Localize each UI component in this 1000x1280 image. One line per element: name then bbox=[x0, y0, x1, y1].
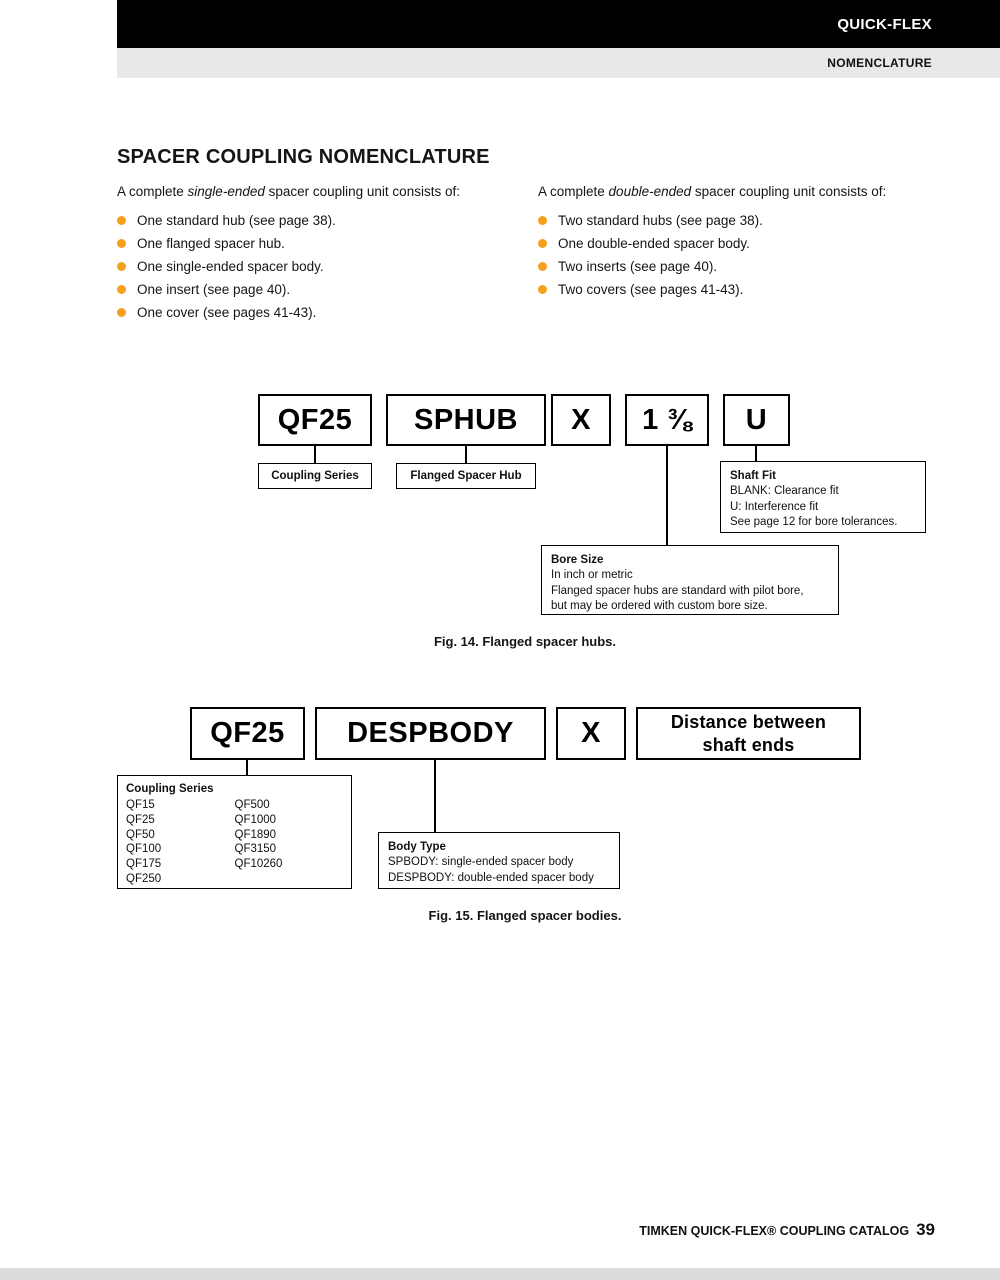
series-item: QF15 bbox=[126, 799, 155, 811]
series-item: QF50 bbox=[126, 828, 155, 841]
fig15-box-x: X bbox=[556, 707, 626, 760]
fig15-note-coupling-series bbox=[117, 775, 352, 889]
page-title: SPACER COUPLING NOMENCLATURE bbox=[117, 146, 490, 168]
list-item bbox=[117, 301, 527, 324]
series-item: QF25 bbox=[126, 813, 155, 826]
subheader-bar bbox=[117, 48, 1000, 78]
bullet-icon bbox=[538, 216, 547, 225]
series-item: QF3150 bbox=[234, 843, 277, 856]
list-item bbox=[117, 232, 527, 255]
bullet-list-right bbox=[538, 209, 958, 301]
fig14-label-coupling-series: Coupling Series bbox=[258, 463, 372, 489]
list-item-text: One insert (see page 40). bbox=[137, 282, 291, 297]
bullet-icon bbox=[538, 285, 547, 294]
fig14-box-hub-type: SPHUB bbox=[386, 394, 546, 446]
footer-catalog-title: TIMKEN QUICK-FLEX® COUPLING CATALOG bbox=[639, 1224, 910, 1238]
series-item: QF100 bbox=[126, 843, 162, 856]
intro-left-column bbox=[117, 184, 527, 324]
list-item bbox=[117, 255, 527, 278]
bullet-icon bbox=[538, 239, 547, 248]
fig14-caption: Fig. 14. Flanged spacer hubs. bbox=[433, 634, 617, 649]
note-line: In inch or metric bbox=[551, 569, 633, 582]
bullet-icon bbox=[117, 308, 126, 317]
coupling-series-col2 bbox=[235, 798, 344, 887]
note-line: DESPBODY: double-ended spacer body bbox=[388, 871, 594, 884]
fig14-box-bore-size: 1 ⅜ bbox=[625, 394, 709, 446]
fig14-note-bore-size bbox=[541, 545, 839, 615]
list-item bbox=[538, 255, 958, 278]
connector-line bbox=[666, 446, 668, 545]
coupling-series-columns bbox=[118, 795, 351, 887]
list-item-text: One standard hub (see page 38). bbox=[137, 213, 336, 228]
connector-line bbox=[246, 760, 248, 775]
series-item: QF1000 bbox=[234, 813, 277, 826]
bullet-icon bbox=[117, 285, 126, 294]
list-item bbox=[117, 209, 527, 232]
connector-line bbox=[465, 446, 467, 463]
note-line: SPBODY: single-ended spacer body bbox=[388, 856, 574, 869]
distance-label-line: Distance between bbox=[670, 712, 827, 732]
list-item bbox=[117, 278, 527, 301]
bullet-list-left bbox=[117, 209, 527, 324]
fig14-box-x: X bbox=[551, 394, 611, 446]
series-item: QF10260 bbox=[234, 858, 283, 871]
list-item-text: Two inserts (see page 40). bbox=[558, 259, 718, 274]
connector-line bbox=[314, 446, 316, 463]
intro-left-prefix: A complete bbox=[117, 184, 188, 199]
bullet-icon bbox=[117, 216, 126, 225]
connector-line bbox=[755, 446, 757, 461]
distance-label-line: shaft ends bbox=[702, 734, 795, 755]
note-line: U: Interference fit bbox=[730, 500, 819, 513]
note-line: Flanged spacer hubs are standard with pilot bore, bbox=[551, 584, 804, 597]
note-title: Bore Size bbox=[551, 554, 604, 566]
intro-right-suffix: spacer coupling unit consists of: bbox=[691, 184, 887, 199]
bullet-icon bbox=[538, 262, 547, 271]
list-item-text: Two standard hubs (see page 38). bbox=[558, 213, 763, 228]
page-footer bbox=[639, 1220, 935, 1240]
fig15-box-coupling-series: QF25 bbox=[190, 707, 305, 760]
intro-right-column bbox=[538, 184, 958, 301]
fig14-box-shaft-fit: U bbox=[723, 394, 790, 446]
list-item bbox=[538, 278, 958, 301]
intro-left-sentence bbox=[117, 184, 527, 199]
note-line: BLANK: Clearance fit bbox=[730, 485, 839, 498]
list-item-text: One single-ended spacer body. bbox=[137, 259, 324, 274]
list-item bbox=[538, 232, 958, 255]
coupling-series-col1 bbox=[126, 798, 235, 887]
note-title: Shaft Fit bbox=[730, 470, 776, 482]
intro-right-emphasis: double-ended bbox=[608, 184, 692, 199]
series-item: QF1890 bbox=[234, 828, 277, 841]
intro-left-suffix: spacer coupling unit consists of: bbox=[264, 184, 460, 199]
fig14-box-coupling-series: QF25 bbox=[258, 394, 372, 446]
fig15-note-body-type bbox=[378, 832, 620, 889]
intro-left-emphasis: single-ended bbox=[187, 184, 265, 199]
list-item-text: Two covers (see pages 41-43). bbox=[558, 282, 744, 297]
intro-right-sentence bbox=[538, 184, 958, 199]
series-item: QF250 bbox=[126, 872, 162, 885]
fig14-label-flanged-spacer-hub: Flanged Spacer Hub bbox=[396, 463, 536, 489]
series-item: QF500 bbox=[234, 799, 270, 811]
bullet-icon bbox=[117, 239, 126, 248]
connector-line bbox=[434, 760, 436, 832]
section-title: NOMENCLATURE bbox=[827, 56, 932, 70]
note-line: See page 12 for bore tolerances. bbox=[730, 516, 898, 529]
list-item-text: One double-ended spacer body. bbox=[558, 236, 750, 251]
header-bar bbox=[117, 0, 1000, 48]
note-title: Coupling Series bbox=[126, 783, 214, 795]
series-item: QF175 bbox=[126, 858, 162, 871]
bullet-icon bbox=[117, 262, 126, 271]
intro-right-prefix: A complete bbox=[538, 184, 609, 199]
fig15-box-distance bbox=[636, 707, 861, 760]
note-line: but may be ordered with custom bore size. bbox=[551, 600, 768, 613]
footer-rule bbox=[0, 1268, 1000, 1280]
fig15-caption: Fig. 15. Flanged spacer bodies. bbox=[428, 908, 622, 923]
brand-title: QUICK-FLEX bbox=[837, 15, 932, 33]
note-title: Body Type bbox=[388, 841, 446, 853]
fig15-box-body-type: DESPBODY bbox=[315, 707, 546, 760]
footer-page-number: 39 bbox=[916, 1220, 935, 1239]
list-item-text: One flanged spacer hub. bbox=[137, 236, 285, 251]
list-item bbox=[538, 209, 958, 232]
list-item-text: One cover (see pages 41-43). bbox=[137, 305, 317, 320]
fig14-note-shaft-fit bbox=[720, 461, 926, 533]
